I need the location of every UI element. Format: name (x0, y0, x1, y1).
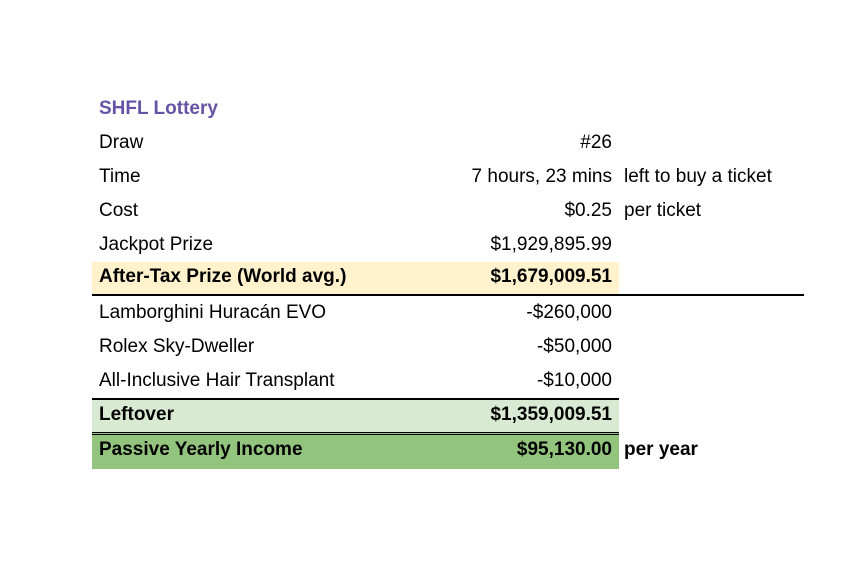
time-label: Time (99, 166, 141, 187)
time-value: 7 hours, 23 mins (471, 166, 612, 187)
passive-income-note: per year (624, 439, 698, 460)
row-passive-income[interactable] (92, 432, 804, 469)
passive-income-label: Passive Yearly Income (99, 439, 303, 460)
hair-transplant-label: All-Inclusive Hair Transplant (99, 370, 335, 391)
lamborghini-value: -$260,000 (526, 302, 612, 323)
leftover-value: $1,359,009.51 (490, 404, 612, 425)
row-lamborghini[interactable] (92, 296, 804, 330)
cost-value: $0.25 (564, 200, 612, 221)
row-draw[interactable] (92, 126, 804, 160)
row-after-tax[interactable] (92, 262, 804, 296)
leftover-label: Leftover (99, 404, 174, 425)
rolex-value: -$50,000 (536, 336, 612, 357)
hair-transplant-value: -$10,000 (536, 370, 612, 391)
draw-value: #26 (580, 132, 612, 153)
row-leftover[interactable] (92, 398, 804, 432)
row-hair-transplant[interactable] (92, 364, 804, 398)
row-rolex[interactable] (92, 330, 804, 364)
rolex-label: Rolex Sky-Dweller (99, 336, 255, 357)
passive-income-value: $95,130.00 (516, 439, 612, 460)
lamborghini-label: Lamborghini Huracán EVO (99, 302, 327, 323)
time-note: left to buy a ticket (624, 166, 772, 187)
after-tax-value: $1,679,009.51 (490, 266, 612, 287)
lottery-spreadsheet (92, 92, 804, 469)
after-tax-label: After-Tax Prize (World avg.) (99, 266, 347, 287)
cost-note: per ticket (624, 200, 702, 221)
cost-label: Cost (99, 200, 139, 221)
draw-label: Draw (99, 132, 144, 153)
sheet-title: SHFL Lottery (99, 98, 218, 119)
row-cost[interactable] (92, 194, 804, 228)
jackpot-value: $1,929,895.99 (490, 234, 612, 255)
row-time[interactable] (92, 160, 804, 194)
row-jackpot[interactable] (92, 228, 804, 262)
jackpot-label: Jackpot Prize (99, 234, 214, 255)
